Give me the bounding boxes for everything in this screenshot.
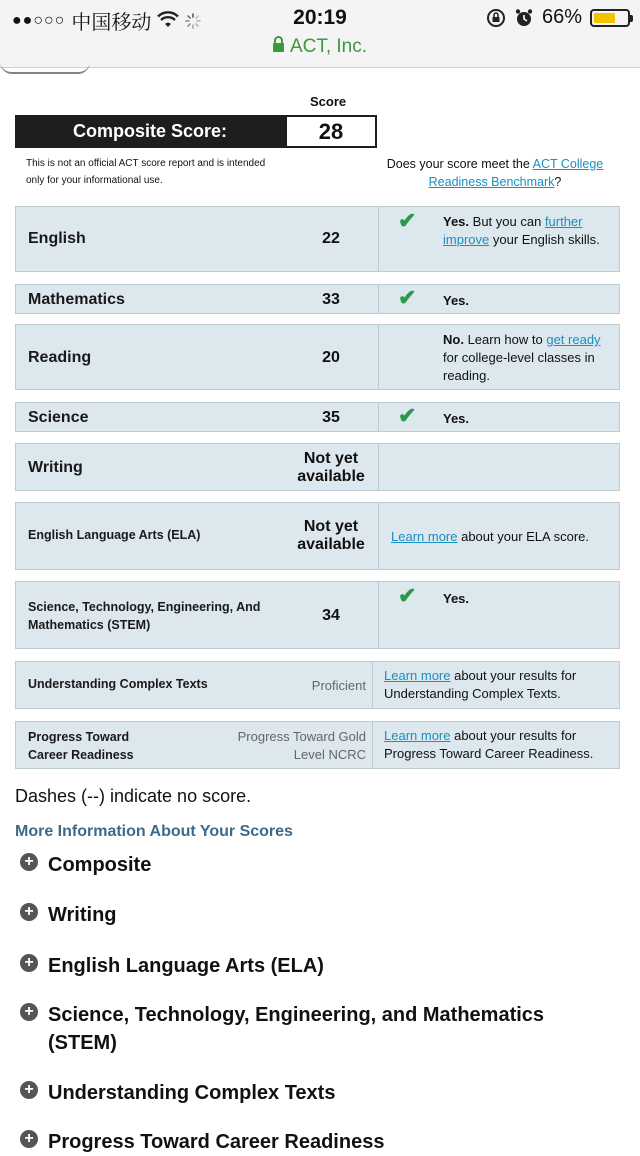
- subject-label: Writing: [28, 459, 83, 476]
- result-note: [384, 727, 611, 763]
- note-text: But you can: [469, 214, 545, 229]
- plus-circle-icon: +: [20, 1003, 38, 1021]
- ela-learn-more-link[interactable]: Learn more: [391, 529, 458, 544]
- row-writing: [15, 443, 620, 491]
- subject-score: 35: [322, 409, 340, 426]
- further-improve-link[interactable]: further improve: [443, 214, 583, 247]
- battery-icon: [590, 9, 630, 27]
- subject-score: Not yet available: [297, 518, 365, 553]
- check-icon: ✔: [398, 583, 417, 608]
- row-english: [15, 206, 620, 272]
- plus-circle-icon: +: [20, 1081, 38, 1099]
- subject-label: English Language Arts (ELA): [28, 528, 201, 542]
- row-stem: [15, 581, 620, 649]
- benchmark-note: [443, 213, 605, 249]
- subject-score: 34: [322, 607, 340, 624]
- yes-label: Yes.: [443, 293, 470, 308]
- subject-score: 33: [322, 291, 340, 308]
- composite-score-value: 28: [285, 115, 377, 148]
- more-info-heading: More Information About Your Scores: [15, 823, 293, 840]
- note-text: Learn how to: [463, 332, 547, 347]
- score-report: [0, 68, 640, 1153]
- yes-label: Yes.: [443, 214, 470, 229]
- subject-label: Science: [28, 409, 89, 426]
- note-text: about your results for Understanding Complex Texts.: [384, 668, 577, 701]
- status-right: [486, 6, 630, 29]
- benchmark-note: [391, 528, 611, 546]
- subject-result: Progress Toward Gold Level NCRC: [237, 729, 366, 762]
- accordion-ela[interactable]: [20, 952, 608, 980]
- subject-label: Progress Toward Career Readiness: [28, 730, 134, 762]
- row-mathematics: [15, 284, 620, 314]
- row-reading: [15, 324, 620, 390]
- benchmark-link[interactable]: ACT College Readiness Benchmark: [428, 157, 604, 189]
- subject-score: Not yet available: [297, 450, 365, 485]
- subject-label: Science, Technology, Engineering, And Mathematics (STEM): [28, 600, 261, 632]
- subject-score: 22: [322, 230, 340, 247]
- benchmark-note: [443, 331, 605, 385]
- check-icon: ✔: [398, 285, 417, 310]
- status-bar: [0, 0, 640, 68]
- alarm-icon: [514, 8, 534, 28]
- career-learn-more-link[interactable]: Learn more: [384, 728, 451, 743]
- subject-label: English: [28, 230, 86, 247]
- yes-label: Yes.: [443, 411, 470, 426]
- check-icon: ✔: [398, 208, 417, 233]
- row-science: [15, 402, 620, 432]
- subject-result: Proficient: [311, 678, 366, 693]
- yes-label: Yes.: [443, 591, 470, 606]
- url-bar[interactable]: [0, 36, 640, 58]
- accordion-writing[interactable]: [20, 901, 608, 929]
- benchmark-question-end: ?: [554, 175, 562, 189]
- row-ela: [15, 502, 620, 570]
- lock-icon: [273, 43, 284, 52]
- no-label: No.: [443, 332, 464, 347]
- battery-percent: 66%: [541, 6, 582, 28]
- get-ready-link[interactable]: get ready: [546, 332, 601, 347]
- rotation-lock-icon: [486, 8, 506, 28]
- subject-score: 20: [322, 349, 340, 366]
- subject-label: Reading: [28, 349, 92, 366]
- accordion-label: Science, Technology, Engineering, and Mathematics (STEM): [48, 1004, 545, 1054]
- accordion-composite[interactable]: [20, 851, 608, 879]
- accordion-label: Composite: [48, 854, 152, 876]
- site-title: ACT, Inc.: [289, 36, 368, 57]
- accordion-stem[interactable]: [20, 1001, 608, 1057]
- benchmark-question-text: Does your score meet the: [386, 157, 533, 171]
- subject-label: Mathematics: [28, 291, 125, 308]
- benchmark-question: [380, 155, 610, 191]
- composite-score-label: Composite Score:: [15, 115, 285, 148]
- note-text: your English skills.: [489, 232, 600, 247]
- accordion-understanding-complex-texts[interactable]: [20, 1079, 608, 1107]
- plus-circle-icon: +: [20, 1130, 38, 1148]
- result-note: [384, 667, 611, 703]
- accordion-label: Progress Toward Career Readiness: [48, 1131, 385, 1153]
- uct-learn-more-link[interactable]: Learn more: [384, 668, 451, 683]
- plus-circle-icon: +: [20, 903, 38, 921]
- accordion-career-readiness[interactable]: [20, 1128, 608, 1156]
- note-text: about your results for Progress Toward Career Readiness.: [384, 728, 594, 761]
- subject-label: Understanding Complex Texts: [28, 677, 208, 691]
- carrier-name: 中国移动: [71, 12, 152, 34]
- note-text: about your ELA score.: [457, 529, 590, 544]
- check-icon: ✔: [398, 403, 417, 428]
- dashes-note: Dashes (--) indicate no score.: [15, 786, 252, 806]
- row-career-readiness: [15, 721, 620, 769]
- accordion-label: English Language Arts (ELA): [48, 955, 324, 977]
- plus-circle-icon: +: [20, 954, 38, 972]
- accordion-label: Understanding Complex Texts: [48, 1082, 336, 1104]
- accordion-label: Writing: [48, 904, 117, 926]
- signal-strength: ●●○○○: [12, 11, 66, 29]
- plus-circle-icon: +: [20, 853, 38, 871]
- clipped-heading: [0, 62, 90, 74]
- clock: 20:19: [293, 6, 347, 29]
- row-understanding-complex-texts: [15, 661, 620, 709]
- disclaimer: This is not an official ACT score report and is intended only for your informational use.: [26, 158, 266, 186]
- note-text: for college-level classes in reading.: [443, 350, 595, 383]
- score-column-header: Score: [310, 94, 347, 109]
